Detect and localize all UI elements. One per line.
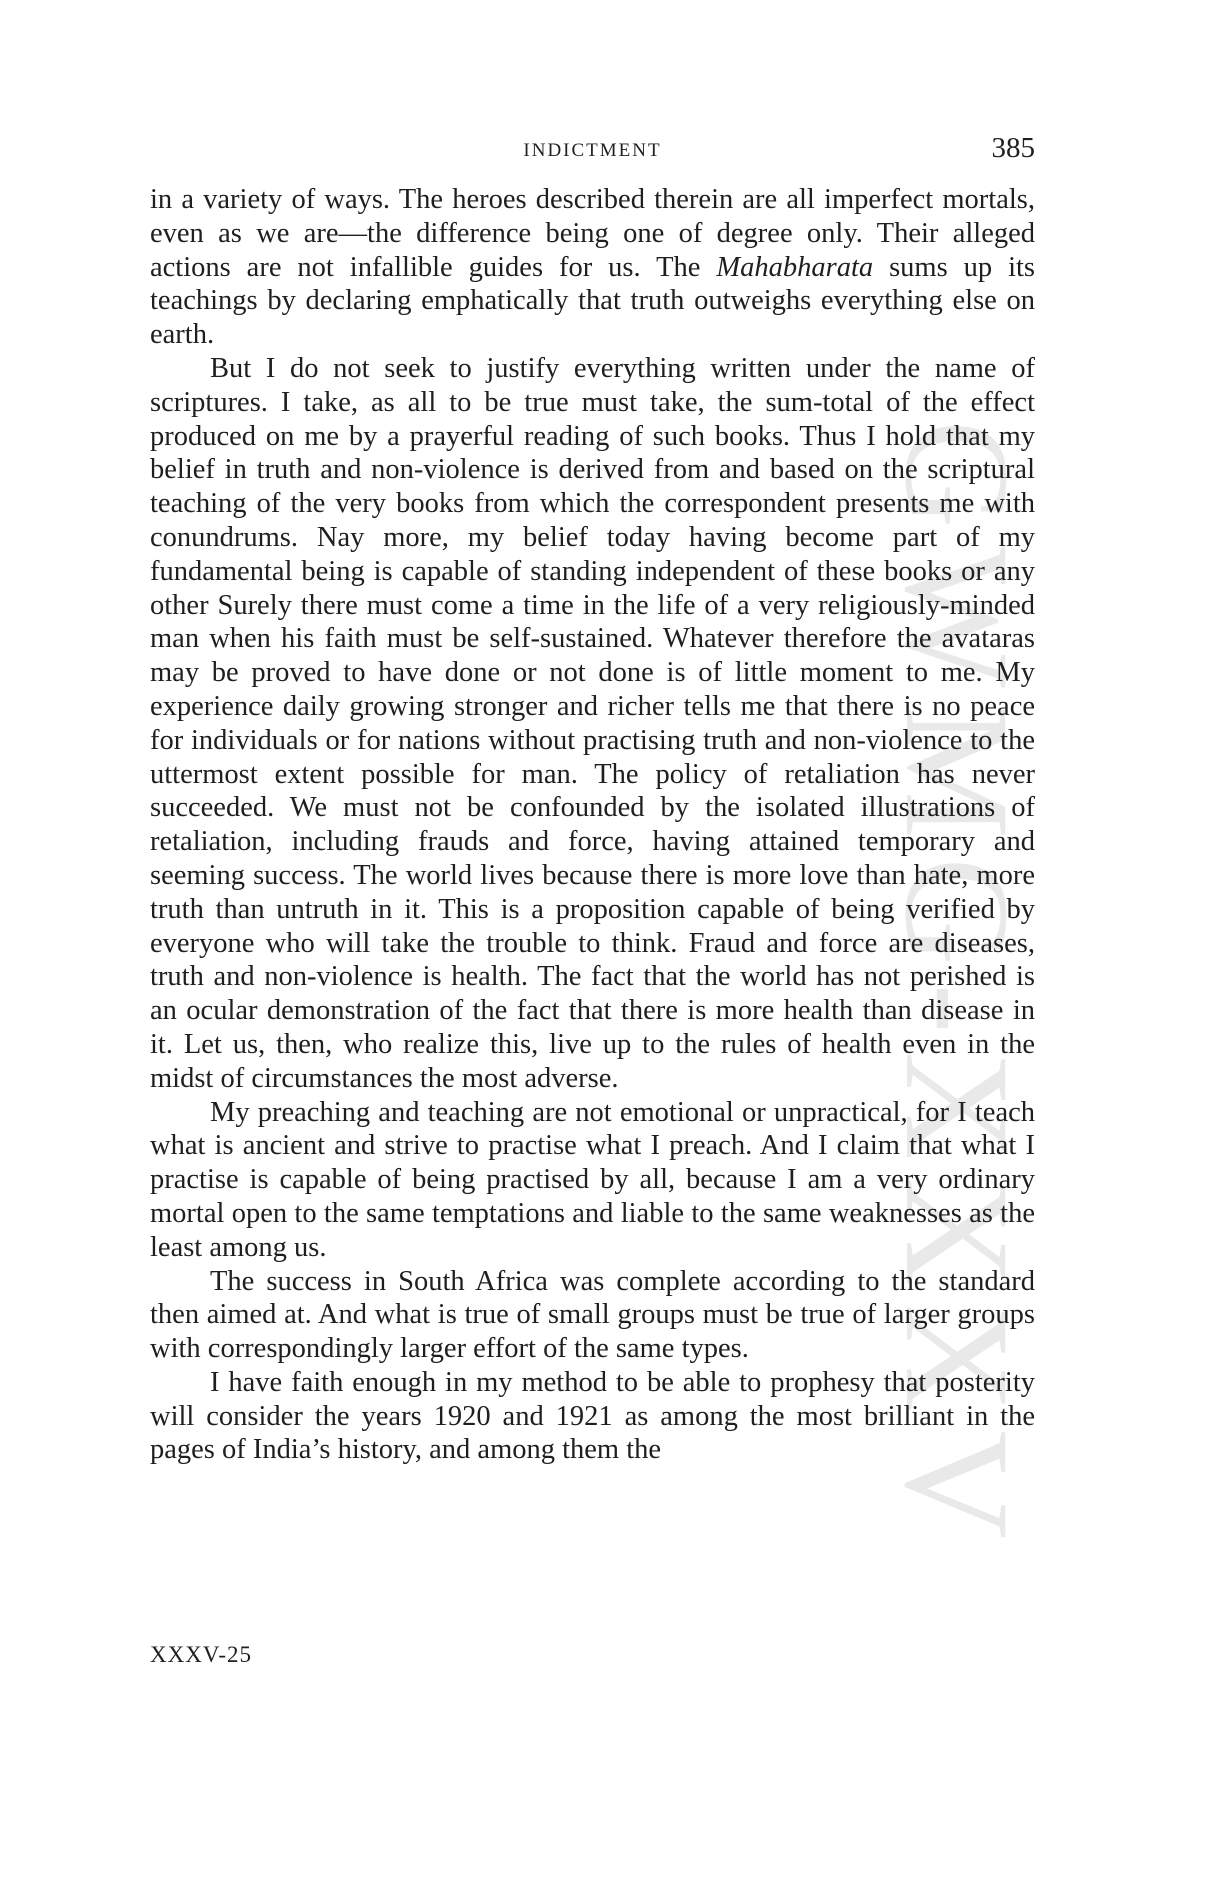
book-title-italic: Mahabharata [716, 251, 874, 283]
paragraph-5: I have faith enough in my method to be able to prophesy that posterity will consider the years 1920 and 1921 as among the most brilliant in the pages of India’s history, and among them the [150, 1366, 1035, 1466]
paragraph-3: My preaching and teaching are not emotional or unpractical, for I teach what is ancient and strive to practise what I preach. And I claim that what I practise is capable of being practised by all, because I am a very ordinary mortal open to the same temptations and liable to the same weaknesses as the least among us. [150, 1096, 1035, 1263]
body-text [150, 183, 1035, 1467]
watermark-text: GWMG-XXXV [874, 420, 1040, 1557]
paragraph-2: But I do not seek to justify everything written under the name of scriptures. I take, as all to be true must take, the sum-total of the effect produced on me by a prayerful reading of such books. Thus I hold that my belief in truth and non-violence is derived from and based on the scriptural teaching of the very books from which the correspondent presents me with conundrums. Nay more, my belief today having become part of my fundamental being is capable of standing independent of these books or any other Surely there must come a time in the life of a very religiously-minded man when his faith must be self-sustained. Whatever therefore the avataras may be proved to have done or not done is of little moment to me. My experience daily growing stronger and richer tells me that there is no peace for individuals or for nations without practising truth and non-violence to the uttermost extent possible for man. The policy of retaliation has never succeeded. We must not be confounded by the isolated illustrations of retaliation, including frauds and force, having attained temporary and seeming success. The world lives because there is more love than hate, more truth than untruth in it. This is a proposition capable of being verified by everyone who will take the trouble to think. Fraud and force are diseases, truth and non-violence is health. The fact that the world has not perished is an ocular demonstration of the fact that there is more health than disease in it. Let us, then, who realize this, live up to the rules of health even in the midst of circumstances the most adverse. [150, 352, 1035, 1094]
running-title: INDICTMENT [523, 140, 662, 161]
running-head [150, 132, 1035, 172]
paragraph-4: The success in South Africa was complete according to the standard then aimed at. And what is true of small groups must be true of larger groups with correspondingly larger effort of the same types. [150, 1265, 1035, 1365]
paragraph-1 [150, 183, 1035, 352]
paragraph-1-text: in a variety of ways. The heroes described therein are all imperfect mortals, even as we are—the difference being one of degree only. Their alleged actions are not infallible guides for us. The [150, 184, 1035, 283]
paragraph-1-text-end: sums up its teachings by declaring emphatically that truth outweighs everything else on earth. [150, 251, 1036, 351]
page-number: 385 [991, 132, 1035, 164]
signature-mark: XXXV-25 [150, 1642, 252, 1667]
